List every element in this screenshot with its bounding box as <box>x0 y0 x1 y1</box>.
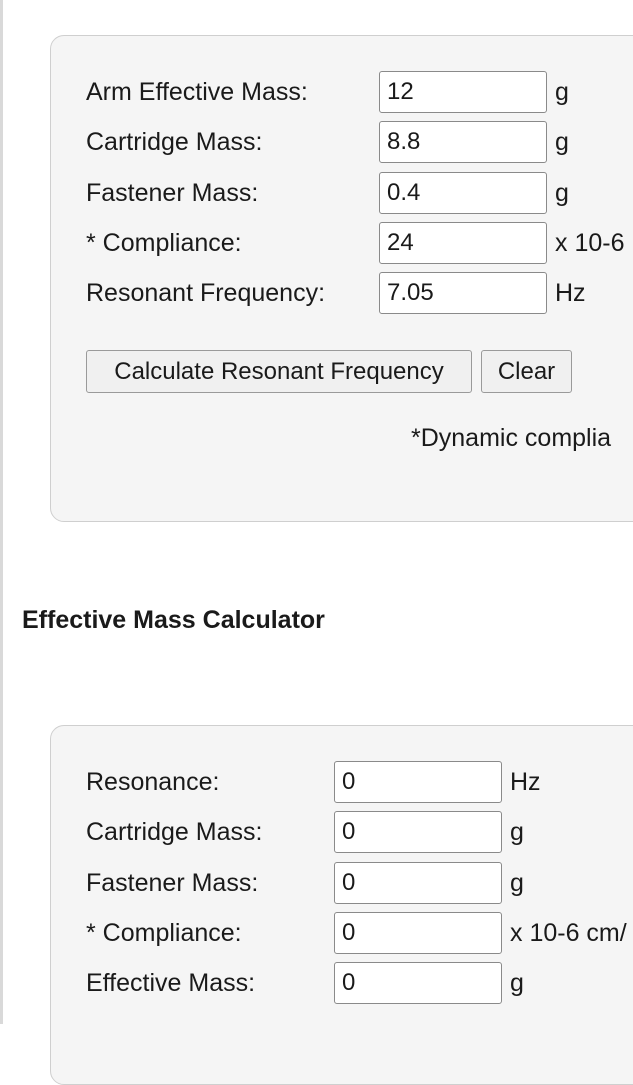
cartridge-mass-input[interactable] <box>379 121 547 163</box>
em-fastener-mass-input[interactable] <box>334 862 502 904</box>
effective-mass-input[interactable] <box>334 962 502 1004</box>
arm-effective-mass-row <box>86 71 569 113</box>
resonant-frequency-label: Resonant Frequency: <box>86 278 326 307</box>
em-fastener-mass-row <box>86 862 524 904</box>
em-cartridge-mass-unit: g <box>510 817 524 846</box>
cartridge-mass-label: Cartridge Mass: <box>86 127 263 156</box>
clear-button[interactable]: Clear <box>481 350 572 393</box>
em-compliance-input[interactable] <box>334 912 502 954</box>
em-fastener-mass-label: Fastener Mass: <box>86 868 259 897</box>
compliance-label: * Compliance: <box>86 228 242 257</box>
em-compliance-unit: x 10-6 cm/ <box>510 918 627 947</box>
em-compliance-label: * Compliance: <box>86 918 242 947</box>
resonance-row <box>86 761 541 803</box>
em-compliance-row <box>86 912 627 954</box>
effective-mass-row <box>86 962 524 1004</box>
em-cartridge-mass-row <box>86 811 524 853</box>
cartridge-mass-unit: g <box>555 127 569 156</box>
compliance-unit: x 10-6 <box>555 228 625 257</box>
resonant-frequency-input[interactable] <box>379 272 547 314</box>
resonance-input[interactable] <box>334 761 502 803</box>
resonance-unit: Hz <box>510 767 541 796</box>
arm-effective-mass-input[interactable] <box>379 71 547 113</box>
cartridge-mass-row <box>86 121 569 163</box>
effective-mass-calculator-panel <box>50 725 633 1085</box>
effective-mass-label: Effective Mass: <box>86 968 256 997</box>
em-cartridge-mass-input[interactable] <box>334 811 502 853</box>
resonance-calculator-panel <box>50 35 633 522</box>
fastener-mass-input[interactable] <box>379 172 547 214</box>
effective-mass-calculator-title: Effective Mass Calculator <box>22 606 325 634</box>
effective-mass-unit: g <box>510 968 524 997</box>
resonant-frequency-unit: Hz <box>555 278 586 307</box>
dynamic-compliance-footnote: *Dynamic complia <box>411 424 612 452</box>
compliance-row <box>86 222 624 264</box>
fastener-mass-label: Fastener Mass: <box>86 178 259 207</box>
compliance-input[interactable] <box>379 222 547 264</box>
resonance-label: Resonance: <box>86 767 220 796</box>
page-left-border <box>0 0 3 1024</box>
em-fastener-mass-unit: g <box>510 868 524 897</box>
fastener-mass-unit: g <box>555 178 569 207</box>
calculate-resonant-frequency-button[interactable]: Calculate Resonant Frequency <box>86 350 472 393</box>
arm-effective-mass-unit: g <box>555 77 569 106</box>
resonant-frequency-row <box>86 272 586 314</box>
em-cartridge-mass-label: Cartridge Mass: <box>86 817 263 846</box>
arm-effective-mass-label: Arm Effective Mass: <box>86 77 308 106</box>
fastener-mass-row <box>86 172 569 214</box>
